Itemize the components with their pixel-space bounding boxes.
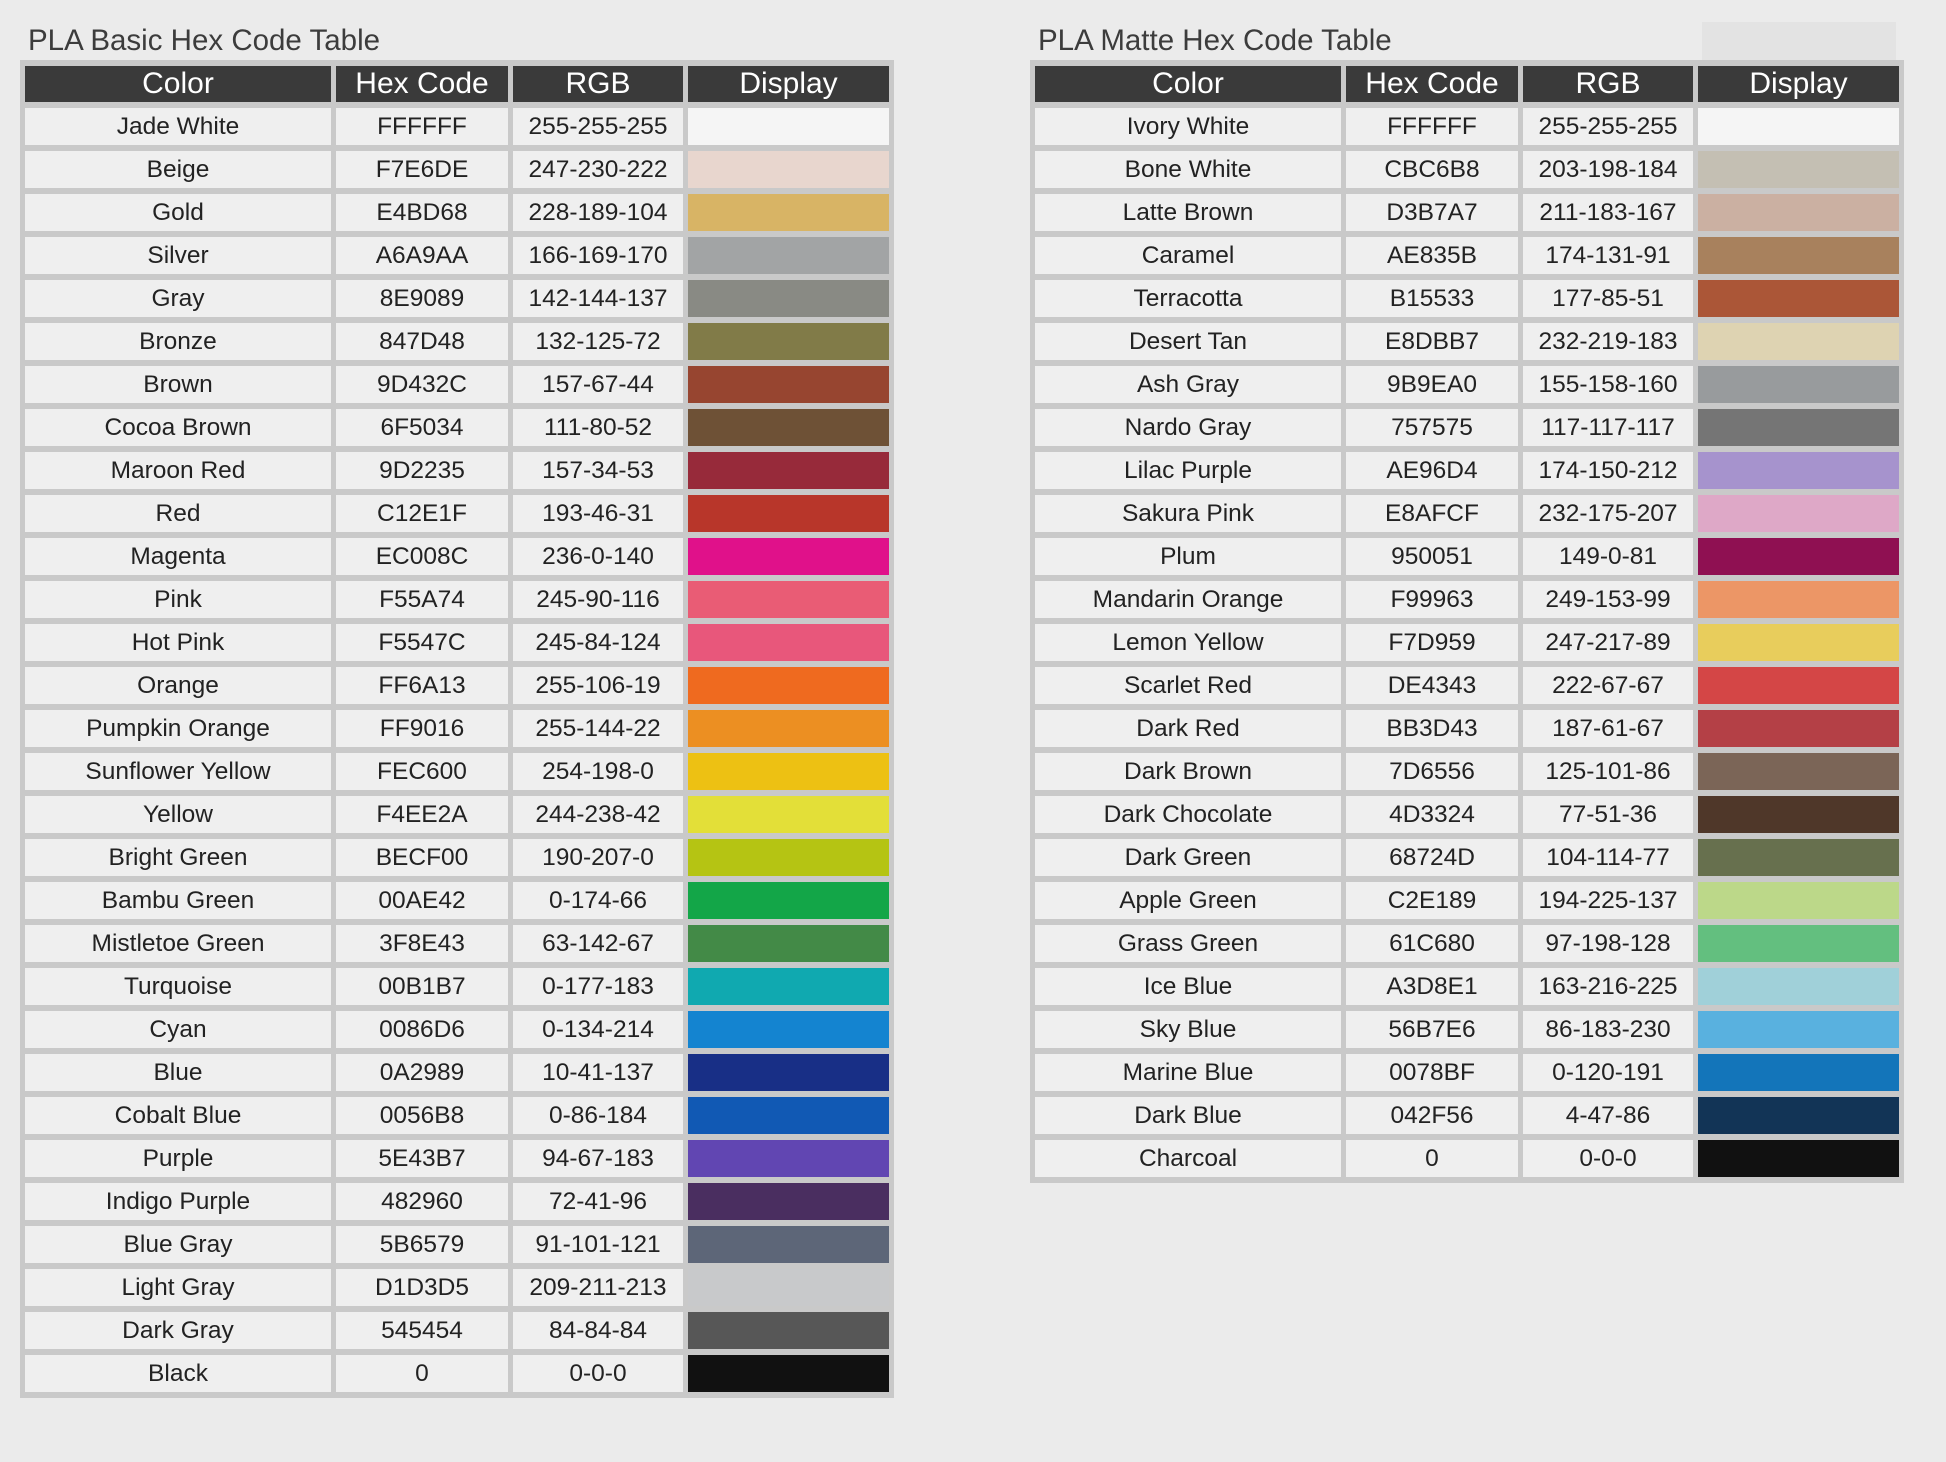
color-name-cell: Cocoa Brown (25, 409, 331, 446)
color-name-cell: Lemon Yellow (1035, 624, 1341, 661)
table-row (25, 1269, 889, 1306)
matte-table-block (1030, 22, 1904, 1183)
header-hex-code: Hex Code (336, 66, 508, 102)
table-row (25, 108, 889, 145)
table-row (25, 753, 889, 790)
rgb-cell: 157-67-44 (513, 366, 683, 403)
color-swatch (688, 538, 889, 575)
matte-table-title: PLA Matte Hex Code Table (1038, 24, 1392, 57)
table-row (25, 1097, 889, 1134)
rgb-cell: 149-0-81 (1523, 538, 1693, 575)
hex-code-cell: 5E43B7 (336, 1140, 508, 1177)
table-row (1035, 925, 1899, 962)
hex-code-cell: F7D959 (1346, 624, 1518, 661)
color-swatch (688, 1226, 889, 1263)
header-rgb: RGB (1523, 66, 1693, 102)
color-swatch (688, 495, 889, 532)
color-name-cell: Turquoise (25, 968, 331, 1005)
basic-header-row (25, 66, 889, 102)
hex-code-cell: AE835B (1346, 237, 1518, 274)
color-name-cell: Bone White (1035, 151, 1341, 188)
color-swatch (688, 968, 889, 1005)
table-row (1035, 280, 1899, 317)
hex-code-cell: F99963 (1346, 581, 1518, 618)
rgb-cell: 255-255-255 (513, 108, 683, 145)
color-name-cell: Ash Gray (1035, 366, 1341, 403)
hex-code-cell: 00B1B7 (336, 968, 508, 1005)
hex-code-cell: 6F5034 (336, 409, 508, 446)
rgb-cell: 63-142-67 (513, 925, 683, 962)
color-name-cell: Sky Blue (1035, 1011, 1341, 1048)
rgb-cell: 117-117-117 (1523, 409, 1693, 446)
hex-code-cell: E4BD68 (336, 194, 508, 231)
color-name-cell: Ivory White (1035, 108, 1341, 145)
table-row (1035, 882, 1899, 919)
table-row (1035, 323, 1899, 360)
hex-code-cell: 0 (336, 1355, 508, 1392)
color-swatch (1698, 323, 1899, 360)
color-name-cell: Purple (25, 1140, 331, 1177)
color-name-cell: Pumpkin Orange (25, 710, 331, 747)
hex-code-cell: 0078BF (1346, 1054, 1518, 1091)
table-row (25, 452, 889, 489)
hex-code-cell: 9D2235 (336, 452, 508, 489)
hex-code-cell: DE4343 (1346, 667, 1518, 704)
color-swatch (688, 925, 889, 962)
color-name-cell: Gold (25, 194, 331, 231)
rgb-cell: 209-211-213 (513, 1269, 683, 1306)
header-hex-code: Hex Code (1346, 66, 1518, 102)
rgb-cell: 232-219-183 (1523, 323, 1693, 360)
hex-code-cell: C12E1F (336, 495, 508, 532)
table-row (1035, 366, 1899, 403)
rgb-cell: 174-131-91 (1523, 237, 1693, 274)
basic-hex-table (20, 60, 894, 1398)
rgb-cell: 0-174-66 (513, 882, 683, 919)
hex-code-cell: 4D3324 (1346, 796, 1518, 833)
hex-code-cell: D3B7A7 (1346, 194, 1518, 231)
color-name-cell: Dark Green (1035, 839, 1341, 876)
hex-code-cell: 545454 (336, 1312, 508, 1349)
table-row (25, 882, 889, 919)
rgb-cell: 163-216-225 (1523, 968, 1693, 1005)
color-swatch (1698, 108, 1899, 145)
hex-code-cell: F5547C (336, 624, 508, 661)
header-color: Color (25, 66, 331, 102)
color-name-cell: Bright Green (25, 839, 331, 876)
hex-code-cell: 847D48 (336, 323, 508, 360)
color-swatch (688, 1140, 889, 1177)
rgb-cell: 255-144-22 (513, 710, 683, 747)
color-name-cell: Apple Green (1035, 882, 1341, 919)
hex-code-cell: 482960 (336, 1183, 508, 1220)
color-name-cell: Gray (25, 280, 331, 317)
rgb-cell: 174-150-212 (1523, 452, 1693, 489)
hex-code-cell: 7D6556 (1346, 753, 1518, 790)
color-swatch (1698, 409, 1899, 446)
hex-code-cell: 042F56 (1346, 1097, 1518, 1134)
color-name-cell: Caramel (1035, 237, 1341, 274)
table-row (25, 925, 889, 962)
color-swatch (688, 581, 889, 618)
table-row (1035, 1054, 1899, 1091)
color-swatch (1698, 710, 1899, 747)
rgb-cell: 166-169-170 (513, 237, 683, 274)
table-row (25, 323, 889, 360)
color-name-cell: Cyan (25, 1011, 331, 1048)
color-name-cell: Indigo Purple (25, 1183, 331, 1220)
hex-code-cell: A3D8E1 (1346, 968, 1518, 1005)
table-row (25, 710, 889, 747)
hex-code-cell: D1D3D5 (336, 1269, 508, 1306)
color-swatch (1698, 495, 1899, 532)
color-swatch (1698, 1097, 1899, 1134)
hex-code-cell: C2E189 (1346, 882, 1518, 919)
rgb-cell: 104-114-77 (1523, 839, 1693, 876)
table-row (1035, 108, 1899, 145)
color-name-cell: Plum (1035, 538, 1341, 575)
hex-code-cell: BB3D43 (1346, 710, 1518, 747)
color-swatch (688, 323, 889, 360)
color-swatch (688, 882, 889, 919)
hex-code-cell: 950051 (1346, 538, 1518, 575)
rgb-cell: 255-106-19 (513, 667, 683, 704)
hex-code-cell: 5B6579 (336, 1226, 508, 1263)
table-row (25, 1312, 889, 1349)
hex-code-cell: FFFFFF (336, 108, 508, 145)
hex-code-cell: 0086D6 (336, 1011, 508, 1048)
rgb-cell: 0-134-214 (513, 1011, 683, 1048)
table-row (25, 1140, 889, 1177)
color-swatch (688, 1269, 889, 1306)
color-swatch (1698, 452, 1899, 489)
color-swatch (1698, 1011, 1899, 1048)
hex-code-cell: CBC6B8 (1346, 151, 1518, 188)
header-color: Color (1035, 66, 1341, 102)
table-row (25, 968, 889, 1005)
table-row (25, 366, 889, 403)
color-swatch (1698, 1140, 1899, 1177)
table-row (1035, 839, 1899, 876)
rgb-cell: 155-158-160 (1523, 366, 1693, 403)
color-swatch (1698, 237, 1899, 274)
header-display: Display (688, 66, 889, 102)
hex-code-cell: FFFFFF (1346, 108, 1518, 145)
color-swatch (688, 151, 889, 188)
table-row (25, 1054, 889, 1091)
rgb-cell: 177-85-51 (1523, 280, 1693, 317)
rgb-cell: 72-41-96 (513, 1183, 683, 1220)
color-name-cell: Grass Green (1035, 925, 1341, 962)
color-swatch (1698, 968, 1899, 1005)
table-row (1035, 581, 1899, 618)
color-name-cell: Brown (25, 366, 331, 403)
header-rgb: RGB (513, 66, 683, 102)
table-row (25, 409, 889, 446)
rgb-cell: 247-230-222 (513, 151, 683, 188)
color-swatch (688, 366, 889, 403)
color-name-cell: Desert Tan (1035, 323, 1341, 360)
color-name-cell: Dark Red (1035, 710, 1341, 747)
rgb-cell: 0-86-184 (513, 1097, 683, 1134)
table-row (25, 624, 889, 661)
rgb-cell: 77-51-36 (1523, 796, 1693, 833)
color-swatch (688, 1312, 889, 1349)
color-name-cell: Terracotta (1035, 280, 1341, 317)
color-name-cell: Sunflower Yellow (25, 753, 331, 790)
rgb-cell: 10-41-137 (513, 1054, 683, 1091)
hex-code-cell: E8DBB7 (1346, 323, 1518, 360)
color-swatch (1698, 194, 1899, 231)
hex-code-cell: 8E9089 (336, 280, 508, 317)
table-row (25, 1355, 889, 1392)
hex-code-cell: FF6A13 (336, 667, 508, 704)
table-row (25, 667, 889, 704)
hex-code-cell: 0 (1346, 1140, 1518, 1177)
color-swatch (1698, 839, 1899, 876)
color-swatch (688, 237, 889, 274)
rgb-cell: 91-101-121 (513, 1226, 683, 1263)
color-name-cell: Bronze (25, 323, 331, 360)
hex-code-cell: AE96D4 (1346, 452, 1518, 489)
table-row (1035, 151, 1899, 188)
color-name-cell: Yellow (25, 796, 331, 833)
table-row (1035, 1011, 1899, 1048)
hex-code-cell: E8AFCF (1346, 495, 1518, 532)
rgb-cell: 84-84-84 (513, 1312, 683, 1349)
hex-code-cell: BECF00 (336, 839, 508, 876)
color-swatch (688, 1097, 889, 1134)
hex-code-cell: 757575 (1346, 409, 1518, 446)
hex-code-cell: 68724D (1346, 839, 1518, 876)
color-swatch (1698, 925, 1899, 962)
rgb-cell: 244-238-42 (513, 796, 683, 833)
rgb-cell: 193-46-31 (513, 495, 683, 532)
color-name-cell: Marine Blue (1035, 1054, 1341, 1091)
color-name-cell: Orange (25, 667, 331, 704)
table-row (1035, 968, 1899, 1005)
color-swatch (688, 667, 889, 704)
color-name-cell: Mandarin Orange (1035, 581, 1341, 618)
table-row (1035, 624, 1899, 661)
rgb-cell: 125-101-86 (1523, 753, 1693, 790)
color-name-cell: Beige (25, 151, 331, 188)
color-swatch (1698, 538, 1899, 575)
table-row (1035, 194, 1899, 231)
color-name-cell: Bambu Green (25, 882, 331, 919)
color-swatch (1698, 581, 1899, 618)
hex-code-cell: 00AE42 (336, 882, 508, 919)
matte-header-row (1035, 66, 1899, 102)
color-swatch (688, 1011, 889, 1048)
hex-code-cell: FEC600 (336, 753, 508, 790)
color-swatch (688, 839, 889, 876)
color-name-cell: Nardo Gray (1035, 409, 1341, 446)
color-name-cell: Jade White (25, 108, 331, 145)
color-swatch (1698, 753, 1899, 790)
hex-code-cell: 9B9EA0 (1346, 366, 1518, 403)
rgb-cell: 94-67-183 (513, 1140, 683, 1177)
rgb-cell: 187-61-67 (1523, 710, 1693, 747)
hex-code-cell: 9D432C (336, 366, 508, 403)
color-name-cell: Blue (25, 1054, 331, 1091)
table-row (1035, 495, 1899, 532)
color-swatch (1698, 624, 1899, 661)
color-name-cell: Pink (25, 581, 331, 618)
color-name-cell: Hot Pink (25, 624, 331, 661)
rgb-cell: 111-80-52 (513, 409, 683, 446)
color-name-cell: Dark Gray (25, 1312, 331, 1349)
rgb-cell: 194-225-137 (1523, 882, 1693, 919)
color-name-cell: Blue Gray (25, 1226, 331, 1263)
color-name-cell: Mistletoe Green (25, 925, 331, 962)
rgb-cell: 86-183-230 (1523, 1011, 1693, 1048)
basic-table-block (20, 22, 894, 1398)
color-name-cell: Sakura Pink (1035, 495, 1341, 532)
hex-code-cell: F4EE2A (336, 796, 508, 833)
table-row (1035, 710, 1899, 747)
color-name-cell: Latte Brown (1035, 194, 1341, 231)
color-name-cell: Scarlet Red (1035, 667, 1341, 704)
rgb-cell: 190-207-0 (513, 839, 683, 876)
table-row (1035, 538, 1899, 575)
rgb-cell: 228-189-104 (513, 194, 683, 231)
color-name-cell: Magenta (25, 538, 331, 575)
matte-hex-table (1030, 60, 1904, 1183)
rgb-cell: 245-90-116 (513, 581, 683, 618)
color-swatch (1698, 366, 1899, 403)
rgb-cell: 255-255-255 (1523, 108, 1693, 145)
rgb-cell: 236-0-140 (513, 538, 683, 575)
color-name-cell: Dark Chocolate (1035, 796, 1341, 833)
rgb-cell: 4-47-86 (1523, 1097, 1693, 1134)
table-row (25, 151, 889, 188)
rgb-cell: 132-125-72 (513, 323, 683, 360)
table-row (25, 194, 889, 231)
table-row (25, 839, 889, 876)
table-row (1035, 1097, 1899, 1134)
hex-code-cell: F7E6DE (336, 151, 508, 188)
color-swatch (688, 280, 889, 317)
color-swatch (688, 624, 889, 661)
table-row (25, 237, 889, 274)
color-name-cell: Dark Blue (1035, 1097, 1341, 1134)
color-name-cell: Maroon Red (25, 452, 331, 489)
rgb-cell: 0-177-183 (513, 968, 683, 1005)
table-row (1035, 667, 1899, 704)
table-row (1035, 452, 1899, 489)
header-display: Display (1698, 66, 1899, 102)
color-swatch (688, 409, 889, 446)
color-swatch (1698, 667, 1899, 704)
color-name-cell: Ice Blue (1035, 968, 1341, 1005)
color-name-cell: Charcoal (1035, 1140, 1341, 1177)
color-name-cell: Silver (25, 237, 331, 274)
rgb-cell: 211-183-167 (1523, 194, 1693, 231)
color-name-cell: Light Gray (25, 1269, 331, 1306)
rgb-cell: 247-217-89 (1523, 624, 1693, 661)
color-swatch (1698, 1054, 1899, 1091)
table-row (1035, 237, 1899, 274)
rgb-cell: 203-198-184 (1523, 151, 1693, 188)
rgb-cell: 0-120-191 (1523, 1054, 1693, 1091)
rgb-cell: 97-198-128 (1523, 925, 1693, 962)
color-swatch (688, 452, 889, 489)
color-name-cell: Lilac Purple (1035, 452, 1341, 489)
hex-code-cell: 3F8E43 (336, 925, 508, 962)
color-swatch (688, 1054, 889, 1091)
table-row (25, 538, 889, 575)
color-swatch (1698, 280, 1899, 317)
table-row (1035, 1140, 1899, 1177)
table-row (25, 796, 889, 833)
table-row (1035, 409, 1899, 446)
rgb-cell: 222-67-67 (1523, 667, 1693, 704)
rgb-cell: 232-175-207 (1523, 495, 1693, 532)
rgb-cell: 157-34-53 (513, 452, 683, 489)
color-swatch (1698, 882, 1899, 919)
rgb-cell: 254-198-0 (513, 753, 683, 790)
color-swatch (1698, 796, 1899, 833)
color-swatch (688, 108, 889, 145)
table-row (25, 280, 889, 317)
table-row (25, 581, 889, 618)
table-row (1035, 796, 1899, 833)
table-row (25, 1183, 889, 1220)
color-swatch (688, 194, 889, 231)
color-swatch (1698, 151, 1899, 188)
color-swatch (688, 753, 889, 790)
rgb-cell: 142-144-137 (513, 280, 683, 317)
hex-code-cell: 56B7E6 (1346, 1011, 1518, 1048)
hex-code-cell: 0A2989 (336, 1054, 508, 1091)
color-name-cell: Red (25, 495, 331, 532)
table-row (25, 1011, 889, 1048)
table-row (1035, 753, 1899, 790)
color-name-cell: Black (25, 1355, 331, 1392)
hex-code-cell: 0056B8 (336, 1097, 508, 1134)
color-name-cell: Dark Brown (1035, 753, 1341, 790)
basic-table-title: PLA Basic Hex Code Table (28, 24, 381, 57)
color-swatch (688, 1183, 889, 1220)
hex-code-cell: A6A9AA (336, 237, 508, 274)
hex-code-cell: FF9016 (336, 710, 508, 747)
color-swatch (688, 1355, 889, 1392)
rgb-cell: 0-0-0 (513, 1355, 683, 1392)
rgb-cell: 0-0-0 (1523, 1140, 1693, 1177)
color-swatch (688, 710, 889, 747)
color-name-cell: Cobalt Blue (25, 1097, 331, 1134)
rgb-cell: 249-153-99 (1523, 581, 1693, 618)
hex-code-cell: F55A74 (336, 581, 508, 618)
color-swatch (688, 796, 889, 833)
hex-code-cell: EC008C (336, 538, 508, 575)
rgb-cell: 245-84-124 (513, 624, 683, 661)
hex-code-cell: 61C680 (1346, 925, 1518, 962)
table-row (25, 1226, 889, 1263)
table-row (25, 495, 889, 532)
hex-code-cell: B15533 (1346, 280, 1518, 317)
